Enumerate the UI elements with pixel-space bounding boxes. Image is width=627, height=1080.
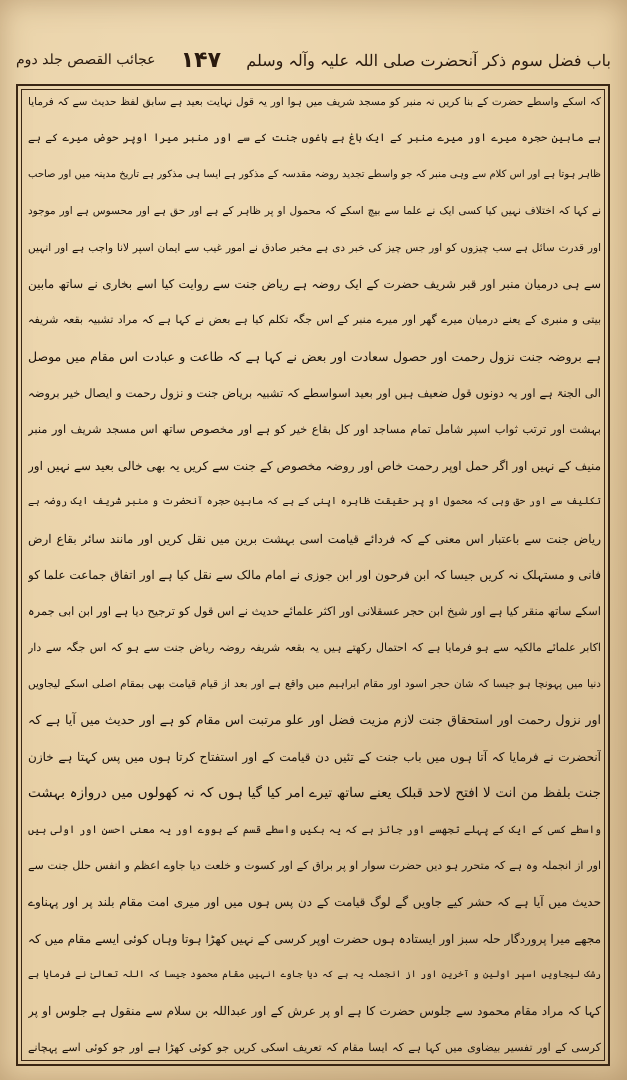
text-line: آنحضرت نے فرمایا کہ آتا ہوں میں باب جنت کے تئیں دن قیامت کے اور استفتاح کرتا ہوں میں پس کہتا ہے خازن	[28, 749, 601, 764]
text-line: نے کہا کہ اختلاف نہیں کیا کسی ایک نے علما سے بیچ اسکے کہ محمول او پر ظاہر کے ہے اور حق ہے اور محسوس ہے اور موجود	[28, 205, 601, 218]
text-line: واسطے کسی کے ایک کے پہلے تجھسے اور جائز ہے کہ یہ بکیں واسطے قسم کے ہووے اور یہ معنی احسن اور اولی ہیں	[28, 823, 601, 836]
page-number: ۱۴۷	[180, 47, 222, 73]
book-title: عجائب القصص جلد دوم	[16, 52, 156, 68]
text-line: الی الجنۃ ہے اور یہ دونوں قول ضعیف ہیں اور بعید اسواسطے کہ تشبیہ بریاض جنت و نزول رحمت و ایصال خیر بروضہ	[28, 386, 601, 400]
text-line: ریاض جنت سے باعتبار اس معنی کے کہ فردائے قیامت اسی بہشت برین میں نقل کریں اور مانند سائر بقاع ارض	[28, 531, 601, 546]
text-line: مجھے میرا پروردگار حلہ سبز اور ایستادہ ہوں حضرت اوپر کرسی کے نہیں کھڑا ہوتا وہاں کوئی ایسے مقام میں کہ	[28, 931, 601, 946]
text-line: بہشت اور ترتب ثواب اسپر شامل تمام مساجد اور کل بقاع خیر کو ہے اور مخصوص ساتھ اس مسجد شریف اور منبر	[28, 422, 601, 437]
text-line: ہے مابین حجرہ میرے اور میرے منبر کے ایک باغ ہے باغوں جنت کے سے اور منبر میرا اوپر حوض میرے کے ہے	[28, 131, 601, 145]
body-text	[28, 92, 601, 1060]
text-line: سے ہی درمیان منبر اور قبر شریف حضرت کے ایک روضہ ہے ریاض جنت سے روایت کیا اسے بخاری نے ساتھ مابین	[28, 276, 601, 291]
text-line: اور قدرت سائل ہے سب چیزوں کو اور جس چیز کی خبر دی ہے مخبر صادق نے امور غیب سے ایمان اسپر لانا واجب ہے اور انہیں	[28, 241, 601, 254]
text-line: جنت بلفظ من انت لا افتح لاحد قبلک یعنے ساتھ تیرے امر کیا گیا ہوں کہ نہ کھولوں میں دروازہ بہشت	[28, 785, 601, 802]
text-line: دنیا میں پہونچا ہو جیسا کہ شان حجر اسود اور مقام ابراہیم میں واقع ہے اور بعد از قیام قیامت بھی بمقام اصلی اسکے لیجاویں	[28, 678, 601, 690]
text-line: کہا کہ مراد مقام محمود سے جلوس حضرت کا ہے او پر عرش کے اور عبداللہ بن سلام سے منقول ہے جلوس او پر	[28, 1004, 601, 1019]
text-line: حدیث میں آیا ہے کہ حشر کیے جاویں گے لوگ قیامت کے دن پس ہوں میں اور میری امت مقام بلند پر اور پہناوے	[28, 895, 601, 910]
page-header	[16, 40, 611, 80]
chapter-heading: باب فضل سوم ذکر آنحضرت صلی اللہ علیہ وآلہ وسلم	[246, 50, 611, 70]
text-line: اکابر علمائے مالکیہ سے ہو فرمایا ہے کہ احتمال رکھتے ہیں یہ بقعہ شریفہ روضہ ریاض جنت سے ہو کہ اس جگہ سے دار	[28, 640, 601, 654]
text-line: کرسی کے اور تفسیر بیضاوی میں کہا ہے کہ ایسا مقام کہ تعریف اسکی کریں جو کوئی کھڑا ہے اور جو کوئی اسے پہچانے	[28, 1040, 601, 1054]
text-line: بیتی و منبری کے یعنے درمیان میرے گھر اور میرے منبر کے اس جگہ تکلم کیا ہے بعض نے کہا ہے کہ مراد تشبیہ بقعہ شریفہ	[28, 313, 601, 327]
text-line: ہے بروضہ جنت نزول رحمت اور حصول سعادت اور بعض نے کہا ہے کہ طاعت و عبادت اس مقام میں موصل	[28, 348, 601, 364]
text-line: کہ اسکے واسطے حضرت کے بنا کریں نہ منبر کو مسجد شریف میں ہوا اور یہ قول نہایت بعید ہے سابق لفظ حدیث سے کہ فرمایا	[28, 96, 601, 108]
text-line: اور از انجملہ وہ ہے کہ متحرر ہو دیں حضرت سوار او پر براق کے اور کسوت و خلعت دیا جاوے اعظم و انفس حلل جنت سے	[28, 858, 601, 872]
text-line: رشک لیجاویں اسپر اولین و آخرین اور از انجملہ یہ ہے کہ دیا جاوے انہیں مقام محمود جیسا کہ اللہ تعالیٰ نے فرمایا ہے	[28, 969, 601, 980]
text-line: تکلیف سے اور حق وہی کہ محمول او پر حقیقت ظاہرہ اپنی کے ہے کہ مابین حجرہ آنحضرت و منبر شریف ایک روضہ ہے	[28, 496, 601, 508]
text-line: ظاہر ہوتا ہے اور اس کلام سے وہی منبر کہ جو واسطے تجدید روضہ مقدسہ کے مذکور ہے ایسا ہی مذکور ہے تاریخ مدینہ میں اور صاحب	[28, 168, 601, 180]
text-line: منیف کے نہیں اور اگر حمل اوپر رحمت خاص اور روضہ مخصوص کے جنت سے کریں یہ بھی خالی بعید سے نہیں اور	[28, 458, 601, 473]
text-line: فانی و مستہلک نہ کریں جیسا کہ ابن فرحون اور ابن جوزی نے امام مالک سے نقل کیا ہے اور اتفاق جماعت علما کو	[28, 567, 601, 582]
text-line: اور نزول رحمت اور استحقاق جنت لازم مزیت فضل اور علو مرتبت اس مقام کو ہے اور حدیث میں آیا ہے کہ	[28, 712, 601, 728]
text-line: اسکے ساتھ منقر کیا ہے اور شیخ ابن حجر عسقلانی اور اکثر علمائے حدیث نے اس قول کو ترجیح دیا ہے اور ابن ابی جمرہ	[28, 604, 601, 619]
